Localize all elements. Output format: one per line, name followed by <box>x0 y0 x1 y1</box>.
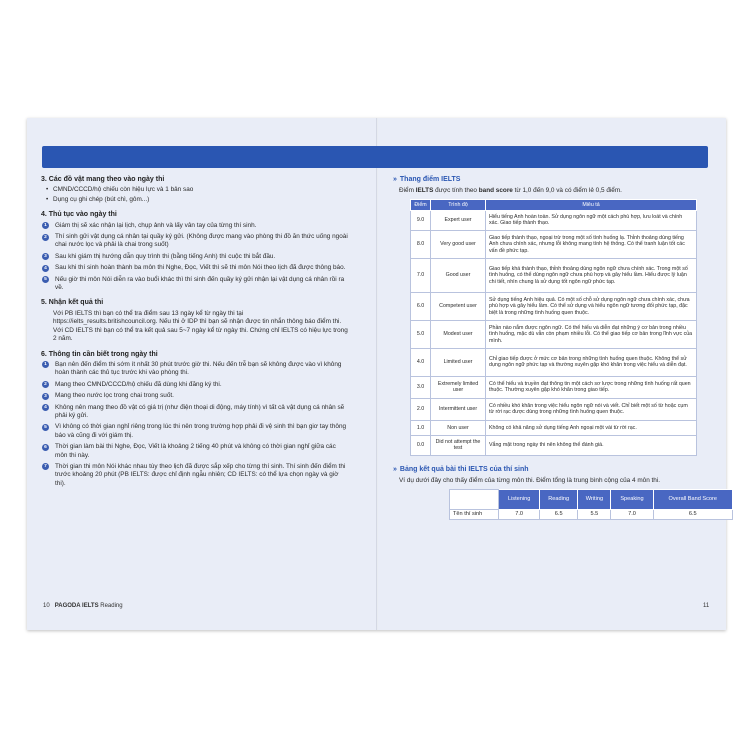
step-number-icon: 5 <box>42 276 49 283</box>
section-title: 4. Thủ tục vào ngày thi <box>41 211 117 219</box>
paragraph: Điểm IELTS được tính theo band score từ 1,0 đến 9,0 và có điểm lẻ 0,5 điểm. <box>399 187 622 195</box>
list-item: 2 Mang theo CMND/CCCD/hộ chiếu đã dùng khi đăng ký thi. <box>55 381 349 389</box>
book-gutter <box>376 118 378 630</box>
table-row: 5.0 Modest user Phần nào nắm được ngôn ngữ. Có thể hiểu và diễn đạt những ý cơ bản trong nhiều tình huống, mặc dù vẫn còn phạm nhiều lỗi. Có thể giao tiếp cơ bản trong lĩnh vực của mình. <box>411 320 697 348</box>
column-header <box>450 489 499 509</box>
column-header: Reading <box>540 489 578 509</box>
step-number-icon: 3 <box>42 253 49 260</box>
numbered-list <box>41 361 349 488</box>
step-number-icon: 2 <box>42 381 49 388</box>
list-item: 1 Bạn nên đến điểm thi sớm ít nhất 30 phút trước giờ thi. Nếu đến trễ bạn sẽ không được vào vì không hoàn thành các thủ tục trước khi vào phòng thi. <box>55 361 349 378</box>
table-row: 8.0 Very good user Giao tiếp thành thạo, ngoại trừ trong một số tình huống lạ. Thỉnh thoảng dùng tiếng Anh chưa chính xác, nhưng lỗi không mang tính hệ thống. Có thể tranh luận tốt các vấn đề phức tạp. <box>411 230 697 258</box>
step-number-icon: 7 <box>42 463 49 470</box>
list-item: 7 Thời gian thi môn Nói khác nhau tùy theo lịch đã được sắp xếp cho từng thí sinh. Thí sinh đến điểm thi trước khoảng 20 phút (PB IELTS: được chỉ định ngẫu nhiên; CD IELTS: có thể lựa chọn ngày và giờ thi). <box>55 463 349 488</box>
section-title-results: » Bảng kết quả bài thi IELTS của thí sinh <box>393 465 529 473</box>
page-number: 11 <box>703 603 710 609</box>
table-header-row <box>411 199 697 210</box>
list-item: 5 Vì không có thời gian nghỉ riêng trong lúc thi nên trong trường hợp phải đi vệ sinh thì bạn giơ tay thông báo và cũng đi với giám thị. <box>55 423 349 440</box>
step-number-icon: 1 <box>42 361 49 368</box>
row-header: Tên thí sinh <box>450 509 499 519</box>
column-header: Điểm <box>411 199 431 210</box>
table-row: 2.0 Intermittent user Có nhiều khó khăn trong việc hiểu ngôn ngữ nói và viết. Chỉ biết một số từ hoặc cụm từ rời rạc được dùng trong những tình huống quen thuộc. <box>411 398 697 420</box>
bullet-list <box>41 186 349 204</box>
column-header: Overall Band Score <box>653 489 732 509</box>
list-item: 3 Sau khi giám thị hướng dẫn quy trình thi (bằng tiếng Anh) thì cuộc thi bắt đầu. <box>55 253 349 261</box>
table-row: 1.0 Non user Không có khả năng sử dụng tiếng Anh ngoại một vài từ rời rạc. <box>411 420 697 435</box>
double-chevron-icon: » <box>393 176 397 183</box>
paragraph: Ví dụ dưới đây cho thấy điểm của từng môn thi. Điểm tổng là trung bình cộng của 4 môn thi. <box>399 477 661 485</box>
column-header: Miêu tả <box>486 199 697 210</box>
list-item: 5 Nếu giờ thi môn Nói diễn ra vào buổi khác thì thí sinh đến quầy ký gửi nhận lại vật dụng cá nhân rồi ra về. <box>55 276 349 293</box>
table-header-row <box>450 489 733 509</box>
column-header: Trình độ <box>431 199 486 210</box>
table-row: 4.0 Limited user Chỉ giao tiếp được ở mức cơ bản trong những tình huống quen thuộc. Không thể sử dụng ngôn ngữ phức tạp và thường xuyên gặp khó khăn trong việc hiểu và diễn đạt. <box>411 348 697 376</box>
list-item: 3 Mang theo nước lọc trong chai trong suốt. <box>55 392 349 400</box>
table-cell: 7.0 <box>611 509 653 519</box>
table-row: 3.0 Extremely limited user Có thể hiểu và truyền đạt thông tin một cách sơ lược trong những tình huống rất quen thuộc. Thường xuyên gặp khó khăn trong giao tiếp. <box>411 376 697 398</box>
list-item: 1 Giám thị sẽ xác nhận lại lịch, chụp ảnh và lấy vân tay của từng thí sinh. <box>55 222 349 230</box>
section-title: 3. Các đồ vật mang theo vào ngày thi <box>41 176 165 183</box>
table-cell: 6.5 <box>540 509 578 519</box>
step-number-icon: 6 <box>42 444 49 451</box>
header-banner <box>42 146 708 168</box>
section-title: 6. Thông tin cần biết trong ngày thi <box>41 350 158 358</box>
step-number-icon: 4 <box>42 404 49 411</box>
section-title-ielts-scale: » Thang điểm IELTS <box>393 176 461 183</box>
table-row <box>450 509 733 519</box>
table-row: 9.0 Expert user Hiểu tiếng Anh hoàn toàn. Sử dụng ngôn ngữ một cách phù hợp, lưu loát và chính xác. Giao tiếp thành thạo. <box>411 210 697 230</box>
list-item: 2 Thí sinh gửi vật dụng cá nhân tại quầy ký gửi. (Không được mang vào phòng thi đồ ăn thức uống ngoài chai nước lọc và phải là chai trong suốt) <box>55 233 349 250</box>
section-exam-day-info <box>41 351 349 489</box>
paragraph: Với PB IELTS thì bạn có thể tra điểm sau 13 ngày kể từ ngày thi tại https://ielts_results.britishcouncil.org. Nếu thi ở IDP thì bạn sẽ nhận được tin nhắn thông báo điểm thi. Với CD IELTS thì bạn có thể tra kết quả sau 5~7 ngày kể từ ngày thi. Chứng chỉ IELTS có hiệu lực trong 2 năm. <box>53 309 348 343</box>
list-item: • CMND/CCCD/hộ chiếu còn hiệu lực và 1 bản sao <box>53 186 349 194</box>
list-item: • Dụng cụ ghi chép (bút chì, gôm...) <box>53 196 349 204</box>
table-row: 0.0 Did not attempt the test Vắng mặt trong ngày thi nên không thể đánh giá. <box>411 435 697 455</box>
table-row: 6.0 Competent user Sử dụng tiếng Anh hiệu quả. Có một số chỗ sử dụng ngôn ngữ chưa chính xác, chưa phù hợp và gây hiểu lầm. Có thể sử dụng và hiểu ngôn ngữ tương đối phức tạp, đặc biệt là trong những tình huống quen thuộc. <box>411 292 697 320</box>
column-header: Listening <box>499 489 540 509</box>
page-number: 10 <box>43 603 50 609</box>
double-chevron-icon: » <box>393 465 397 473</box>
list-item: 4 Không nên mang theo đồ vật có giá trị (như điện thoại di động, máy tính) vì tất cả vật dụng cá nhân sẽ phải ký gửi. <box>55 404 349 421</box>
section-results <box>41 299 349 343</box>
step-number-icon: 2 <box>42 234 49 241</box>
column-header: Writing <box>578 489 611 509</box>
step-number-icon: 1 <box>42 222 49 229</box>
result-table <box>449 489 733 520</box>
table-row: 7.0 Good user Giao tiếp khá thành thạo, thỉnh thoảng dùng ngôn ngữ chưa chính xác. Trong một số tình huống, có thể dùng ngôn ngữ chưa phù hợp và gây hiểu lầm. Hiểu được lý luận chi tiết, nhìn chung là sử dụng tốt ngôn ngữ phức tạp. <box>411 258 697 292</box>
section-title: 5. Nhận kết quả thi <box>41 299 104 307</box>
score-table <box>410 199 697 456</box>
left-page <box>41 176 349 495</box>
brand-name: PAGODA IELTS <box>54 603 99 609</box>
table-cell: 6.5 <box>653 509 732 519</box>
section-items-to-bring <box>41 176 349 204</box>
left-page-footer <box>43 603 123 609</box>
step-number-icon: 3 <box>42 393 49 400</box>
book-name: Reading <box>100 603 123 609</box>
table-cell: 7.0 <box>499 509 540 519</box>
step-number-icon: 5 <box>42 424 49 431</box>
list-item: 4 Sau khi thí sinh hoàn thành ba môn thi Nghe, Đọc, Viết thì sẽ thi môn Nói theo lịch đã được thông báo. <box>55 264 349 272</box>
open-book <box>27 118 726 630</box>
table-cell: 5.5 <box>578 509 611 519</box>
numbered-list <box>41 222 349 293</box>
list-item: 6 Thời gian làm bài thi Nghe, Đọc, Viết là khoảng 2 tiếng 40 phút và không có thời gian nghỉ giữa các môn thi này. <box>55 443 349 460</box>
column-header: Speaking <box>611 489 653 509</box>
step-number-icon: 4 <box>42 265 49 272</box>
section-exam-day-procedure <box>41 211 349 292</box>
right-page <box>393 176 718 520</box>
